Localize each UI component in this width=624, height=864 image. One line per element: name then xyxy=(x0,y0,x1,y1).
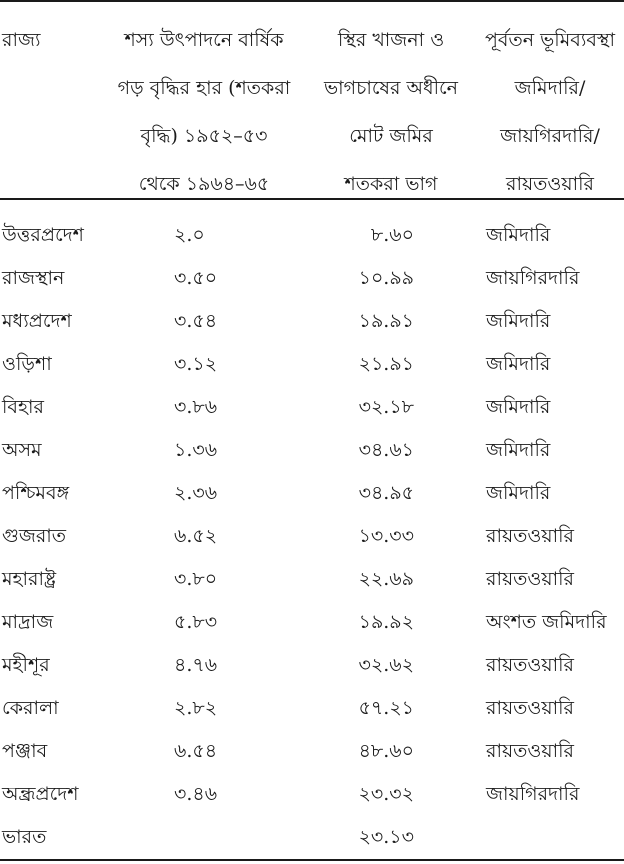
state-cell: অন্ধ্রপ্রদেশ xyxy=(2,783,79,805)
tenancy-share-cell: ৩৪.৯৫ xyxy=(358,482,414,504)
land-system-cell: রায়তওয়ারি xyxy=(486,697,574,719)
growth-rate-cell: ১.৩৬ xyxy=(174,439,218,461)
tenancy-share-cell: ১৯.৯১ xyxy=(358,310,414,332)
tenancy-share-cell: ৩২.৬২ xyxy=(358,654,414,676)
tenancy-share-cell: ৫৭.২১ xyxy=(358,697,414,719)
tenancy-share-cell: ৩৪.৬১ xyxy=(358,439,414,461)
table-row xyxy=(0,429,624,472)
header-tenure-line: রায়তওয়ারি xyxy=(506,173,594,195)
growth-rate-cell: ৪.৭৬ xyxy=(174,654,218,676)
state-cell: মধ্যপ্রদেশ xyxy=(2,310,72,332)
header-share-line: শতকরা ভাগ xyxy=(344,173,438,195)
header-share-line: মোট জমির xyxy=(349,125,433,147)
table-top-rule xyxy=(0,0,624,2)
tenancy-share-cell: ২৩.১৩ xyxy=(358,826,414,848)
table-row xyxy=(0,257,624,300)
state-cell: মাদ্রাজ xyxy=(2,611,54,633)
header-separator-rule xyxy=(0,198,624,200)
tenancy-share-cell: ৮.৬০ xyxy=(370,224,414,246)
tenancy-share-cell: ২২.৬৯ xyxy=(358,568,414,590)
header-growth-line: বৃদ্ধি) ১৯৫২–৫৩ xyxy=(140,125,268,147)
land-system-cell: জমিদারি xyxy=(486,482,551,504)
land-system-cell: জমিদারি xyxy=(486,353,551,375)
header-land-system xyxy=(476,16,624,208)
state-cell: উত্তরপ্রদেশ xyxy=(2,224,84,246)
table-row xyxy=(0,343,624,386)
table-row xyxy=(0,386,624,429)
tenancy-share-cell: ৪৮.৬০ xyxy=(358,740,414,762)
table-row xyxy=(0,644,624,687)
land-system-cell: রায়তওয়ারি xyxy=(486,740,574,762)
land-system-cell: রায়তওয়ারি xyxy=(486,568,574,590)
header-growth-line: থেকে ১৯৬৪–৬৫ xyxy=(138,173,270,195)
land-system-cell: রায়তওয়ারি xyxy=(486,525,574,547)
state-cell: অসম xyxy=(2,439,42,461)
tenancy-share-cell: ১০.৯৯ xyxy=(358,267,414,289)
header-growth-line: শস্য উৎপাদনে বার্ষিক xyxy=(124,29,284,51)
growth-rate-cell: ৫.৮৩ xyxy=(174,611,218,633)
land-system-cell: রায়তওয়ারি xyxy=(486,654,574,676)
table-row xyxy=(0,214,624,257)
state-cell: গুজরাত xyxy=(2,525,67,547)
table-row xyxy=(0,472,624,515)
header-tenancy-share xyxy=(318,16,464,208)
table-row xyxy=(0,515,624,558)
header-tenure-line: জায়গিরদারি/ xyxy=(500,125,600,147)
header-share-line: স্থির খাজনা ও xyxy=(337,29,445,51)
state-cell: ওড়িশা xyxy=(2,353,52,375)
land-system-cell: জায়গিরদারি xyxy=(486,267,580,289)
table-row xyxy=(0,601,624,644)
state-cell: পঞ্জাব xyxy=(2,740,48,762)
tenancy-share-cell: ৩২.১৮ xyxy=(358,396,414,418)
state-cell: রাজস্থান xyxy=(2,267,65,289)
table-row xyxy=(0,558,624,601)
header-tenure-line: জমিদারি/ xyxy=(514,77,586,99)
land-system-cell: জমিদারি xyxy=(486,396,551,418)
state-cell: কেরালা xyxy=(2,697,59,719)
growth-rate-cell: ৩.৮০ xyxy=(174,568,218,590)
land-system-cell: জায়গিরদারি xyxy=(486,783,580,805)
growth-rate-cell: ২.৩৬ xyxy=(174,482,218,504)
land-system-cell: জমিদারি xyxy=(486,224,551,246)
table-row xyxy=(0,687,624,730)
tenancy-share-cell: ২১.৯১ xyxy=(358,353,414,375)
land-system-cell: অংশত জমিদারি xyxy=(486,611,607,633)
growth-rate-cell: ৩.৪৬ xyxy=(174,783,218,805)
state-cell: ভারত xyxy=(2,826,47,848)
table-body xyxy=(0,214,624,859)
tenancy-share-cell: ১৯.৯২ xyxy=(358,611,414,633)
land-system-cell: জমিদারি xyxy=(486,310,551,332)
table-row-total xyxy=(0,816,624,859)
state-cell: মহারাষ্ট্র xyxy=(2,568,57,590)
header-state-line: রাজ্য xyxy=(2,29,41,51)
growth-rate-cell: ৩.৫০ xyxy=(174,267,218,289)
growth-rate-cell: ২.০ xyxy=(174,224,205,246)
tenancy-share-cell: ২৩.৩২ xyxy=(358,783,414,805)
growth-rate-cell: ৩.৫৪ xyxy=(174,310,218,332)
table-bottom-rule xyxy=(0,859,624,861)
tenancy-share-cell: ১৩.৩৩ xyxy=(358,525,414,547)
header-share-line: ভাগচাষের অধীনে xyxy=(324,77,458,99)
state-cell: মহীশূর xyxy=(2,654,50,676)
table-row xyxy=(0,773,624,816)
growth-rate-cell: ৩.১২ xyxy=(174,353,218,375)
table-row xyxy=(0,730,624,773)
state-cell: পশ্চিমবঙ্গ xyxy=(2,482,70,504)
land-system-cell: জমিদারি xyxy=(486,439,551,461)
table-row xyxy=(0,300,624,343)
header-growth-line: গড় বৃদ্ধির হার (শতকরা xyxy=(117,77,291,99)
growth-rate-cell: ২.৮২ xyxy=(174,697,218,719)
growth-rate-cell: ৬.৫৪ xyxy=(174,740,218,762)
growth-rate-cell: ৩.৮৬ xyxy=(174,396,218,418)
growth-rate-cell: ৬.৫২ xyxy=(174,525,218,547)
state-cell: বিহার xyxy=(2,396,44,418)
header-tenure-line: পূর্বতন ভূমিব্যবস্থা xyxy=(485,29,615,51)
header-state xyxy=(2,16,92,64)
header-growth-rate xyxy=(104,16,304,208)
